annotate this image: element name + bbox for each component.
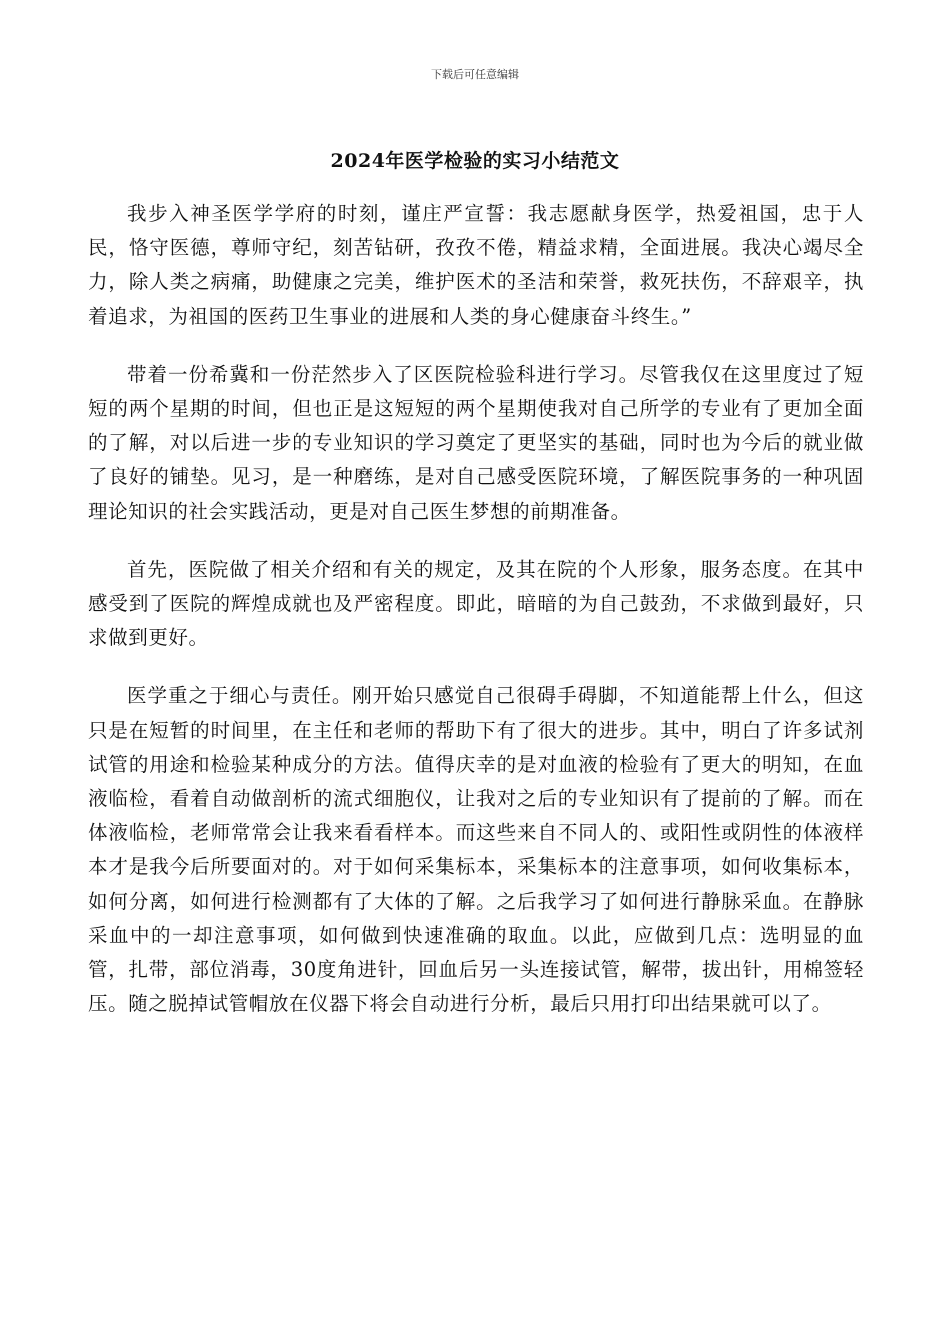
document-title: 2024年医学检验的实习小结范文 (330, 150, 620, 172)
paragraph-oath: 我步入神圣医学学府的时刻，谨庄严宣誓：我志愿献身医学，热爱祖国，忠于人民，恪守医德，尊师守纪，刻苦钻研，孜孜不倦，精益求精，全面进展。我决心竭尽全力，除人类之病痛，助健康之完美，维护医术的圣洁和荣誉，救死扶伤，不辞艰辛，执着追求，为祖国的医药卫生事业的进展和人类的身心健康奋斗终生。” (88, 202, 864, 328)
document-body (88, 197, 864, 1045)
paragraph-internship-intro: 带着一份希冀和一份茫然步入了区医院检验科进行学习。尽管我仅在这里度过了短短的两个星期的时间，但也正是这短短的两个星期使我对自己所学的专业有了更加全面的了解，对以后进一步的专业知识的学习奠定了更坚实的基础，同时也为今后的就业做了良好的铺垫。见习，是一种磨练，是对自己感受医院环境，了解医院事务的一种巩固理论知识的社会实践活动，更是对自己医生梦想的前期准备。 (88, 362, 864, 523)
paragraph-hospital-introduction: 首先，医院做了相关介绍和有关的规定，及其在院的个人形象，服务态度。在其中感受到了医院的辉煌成就也及严密程度。即此，暗暗的为自己鼓劲，不求做到最好，只求做到更好。 (88, 557, 864, 650)
header-note: 下载后可任意编辑 (431, 68, 519, 81)
paragraph-lab-experience: 医学重之于细心与责任。刚开始只感觉自己很碍手碍脚，不知道能帮上什么，但这只是在短暂的时间里，在主任和老师的帮助下有了很大的进步。其中，明白了许多试剂试管的用途和检验某种成分的方法。值得庆幸的是对血液的检验有了更大的明知，在血液临检，看着自动做剖析的流式细胞仪，让我对之后的专业知识有了提前的了解。而在体液临检，老师常常会让我来看看样本。而这些来自不同人的、或阳性或阴性的体液样本才是我今后所要面对的。对于如何采集标本，采集标本的注意事项，如何收集标本，如何分离，如何进行检测都有了大体的了解。之后我学习了如何进行静脉采血。在静脉采血中的一却注意事项，如何做到快速准确的取血。以此，应做到几点：选明显的血管，扎带，部位消毒，30度角进针，回血后另一头连接试管，解带，拔出针，用棉签轻压。随之脱掉试管帽放在仪器下将会自动进行分析，最后只用打印出结果就可以了。 (88, 684, 864, 1016)
